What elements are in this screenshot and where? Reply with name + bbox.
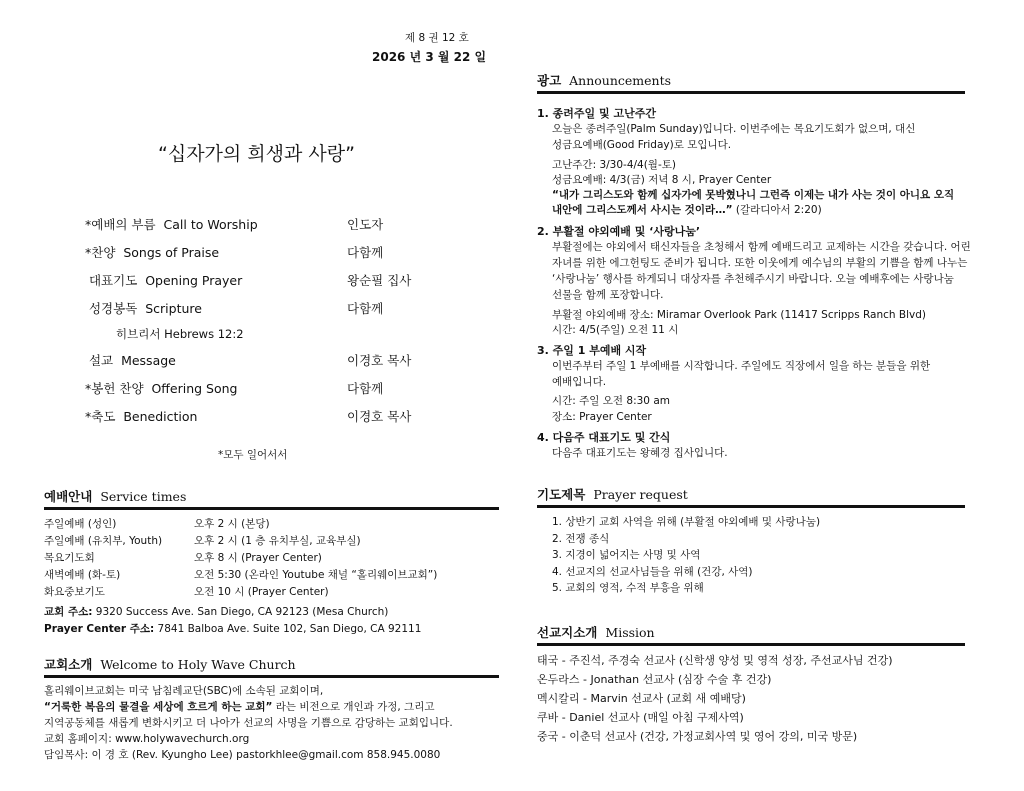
order-item-leader: 이경호 목사 [347, 353, 412, 368]
announcement-2-line-2: 자녀를 위한 에그헌팅도 준비가 됩니다. 또한 이웃에게 예수님의 부활의 기쁨을 함께 나누는 [552, 257, 968, 269]
welcome-line-2 [44, 699, 434, 715]
mission-item: 태국 - 주진석, 주경숙 선교사 (신학생 양성 및 영적 성장, 주선교사님 건강) [537, 654, 893, 667]
service-times-heading [44, 487, 186, 505]
prayer-item: 3. 지경이 넓어지는 사명 및 사역 [552, 549, 701, 561]
order-item-name: 설교 Message [85, 353, 176, 368]
welcome-line-3: 지역공동체를 새롭게 변화시키고 더 나아가 선교의 사명을 기쁨으로 감당하는 교회입니다. [44, 717, 453, 729]
service-time: 오후 2 시 (1 층 유치부실, 교육부실) [194, 535, 361, 547]
mission-heading-en: Mission [605, 625, 655, 640]
prayer-divider [537, 505, 965, 508]
announcement-2-line-3: ‘사랑나눔’ 행사를 하게되니 대상자를 추천해주시기 바랍니다. 오늘 예배후에는 사랑나눔 [552, 273, 954, 285]
church-homepage: 교회 홈페이지: www.holywavechurch.org [44, 733, 250, 745]
announcement-1-line-1: 오늘은 종려주일(Palm Sunday)입니다. 이번주에는 목요기도회가 없으며, 대신 [552, 123, 916, 135]
order-item-leader: 다함께 [347, 301, 384, 316]
announcement-1-verse-2-bold: 내안에 그리스도께서 사시는 것이라…” [552, 204, 733, 216]
welcome-line-1: 홀리웨이브교회는 미국 남침례교단(SBC)에 소속된 교회이며, [44, 685, 324, 697]
volume-number: 제 8 권 12 호 [405, 32, 469, 44]
prayer-center-address [44, 621, 421, 637]
service-time: 오전 10 시 (Prayer Center) [194, 586, 329, 598]
order-item-leader: 다함께 [347, 381, 384, 396]
prayer-center-address-label: Prayer Center 주소: [44, 623, 155, 635]
mission-item: 온두라스 - Jonathan 선교사 (심장 수술 후 건강) [537, 673, 772, 686]
announcement-4-title: 4. 다음주 대표기도 및 간식 [537, 431, 671, 444]
prayer-item: 2. 전쟁 종식 [552, 532, 610, 545]
service-name: 주일예배 (유치부, Youth) [44, 535, 163, 547]
announcement-3-line-2: 예배입니다. [552, 376, 607, 388]
order-item-name: 히브리서 Hebrews 12:2 [116, 327, 244, 341]
mission-heading-ko: 선교지소개 [537, 625, 598, 640]
announcement-3-title: 3. 주일 1 부예배 시작 [537, 344, 647, 357]
order-item-name: *찬양 Songs of Praise [85, 245, 220, 260]
service-time: 오후 2 시 (본당) [194, 518, 270, 530]
announcements-heading-ko: 광고 [537, 73, 562, 88]
order-item-name: 대표기도 Opening Prayer [85, 273, 243, 288]
pastor-contact: 담임목사: 이 경 호 (Rev. Kyungho Lee) pastorkhlee@gmail.com 858.945.0080 [44, 749, 441, 761]
announcement-1-verse-2 [552, 202, 822, 219]
church-address-label: 교회 주소: [44, 606, 93, 618]
service-times-heading-en: Service times [100, 489, 187, 504]
stand-note: *모두 일어서서 [218, 449, 288, 461]
church-vision: “거룩한 복음의 물결을 세상에 흐르게 하는 교회” [44, 701, 273, 713]
welcome-line-2-rest: 라는 비전으로 개인과 가정, 그리고 [272, 701, 435, 713]
mission-item: 쿠바 - Daniel 선교사 (매일 아침 구제사역) [537, 711, 744, 724]
announcements-heading-en: Announcements [569, 73, 672, 88]
mission-divider [537, 643, 965, 646]
mission-heading [537, 623, 655, 641]
announcement-2-title: 2. 부활절 야외예배 및 ‘사랑나눔’ [537, 225, 701, 238]
service-times-divider [44, 507, 499, 510]
prayer-item: 5. 교회의 영적, 수적 부흥을 위해 [552, 582, 704, 594]
welcome-heading-en: Welcome to Holy Wave Church [100, 657, 296, 672]
announcement-2-line-1: 부활절에는 야외에서 태신자들을 초청해서 함께 예배드리고 교제하는 시간을 갖습니다. 어린 [552, 241, 971, 253]
welcome-divider [44, 675, 499, 678]
service-time: 오후 8 시 (Prayer Center) [194, 552, 322, 564]
announcement-1-line-2: 성금요예배(Good Friday)로 모입니다. [552, 139, 732, 151]
service-name: 화요중보기도 [44, 586, 105, 598]
announcement-3-line-1: 이번주부터 주일 1 부예배를 시작합니다. 주일에도 직장에서 일을 하는 분들을 위한 [552, 360, 931, 372]
announcement-1-extra-1: 고난주간: 3/30-4/4(월-토) [552, 159, 676, 171]
announcement-1-extra-2: 성금요예배: 4/3(금) 저녁 8 시, Prayer Center [552, 174, 772, 186]
announcement-2-extra-2: 시간: 4/5(주일) 오전 11 시 [552, 324, 679, 336]
prayer-heading-ko: 기도제목 [537, 487, 586, 502]
mission-item: 멕시칼리 - Marvin 선교사 (교회 새 예배당) [537, 692, 746, 705]
mission-item: 중국 - 이춘덕 선교사 (건강, 가정교회사역 및 영어 강의, 미국 방문) [537, 730, 858, 743]
order-item-leader: 이경호 목사 [347, 409, 412, 424]
service-name: 주일예배 (성인) [44, 518, 117, 530]
order-item-name: *예배의 부름 Call to Worship [85, 217, 258, 232]
prayer-center-address-value: 7841 Balboa Ave. Suite 102, San Diego, CA 92111 [154, 623, 422, 635]
announcement-1-title: 1. 종려주일 및 고난주간 [537, 107, 656, 120]
announcement-2-line-4: 선물을 함께 포장합니다. [552, 289, 664, 301]
announcements-heading [537, 71, 671, 89]
prayer-item: 4. 선교지의 선교사님들을 위해 (건강, 사역) [552, 565, 753, 578]
order-item-leader: 다함께 [347, 245, 384, 260]
announcement-1-verse-ref: (갈라디아서 2:20) [732, 204, 822, 216]
church-address-value: 9320 Success Ave. San Diego, CA 92123 (Mesa Church) [92, 606, 389, 618]
service-name: 목요기도회 [44, 552, 95, 564]
welcome-heading [44, 655, 296, 673]
welcome-heading-ko: 교회소개 [44, 657, 93, 672]
announcement-3-extra-2: 장소: Prayer Center [552, 411, 652, 423]
announcement-2-extra-1: 부활절 야외예배 장소: Miramar Overlook Park (11417 Scripps Ranch Blvd) [552, 309, 927, 321]
order-item-name: 성경봉독 Scripture [85, 301, 202, 316]
service-time: 오전 5:30 (온라인 Youtube 채널 “홀리웨이브교회”) [194, 569, 438, 581]
announcement-1-verse-1: “내가 그리스도와 함께 십자가에 못박혔나니 그런즉 이제는 내가 사는 것이 아니요 오직 [552, 189, 955, 201]
prayer-item: 1. 상반기 교회 사역을 위해 (부활절 야외예배 및 사랑나눔) [552, 516, 821, 528]
announcement-4-line-1: 다음주 대표기도는 왕혜경 집사입니다. [552, 447, 728, 459]
service-times-heading-ko: 예배안내 [44, 489, 93, 504]
prayer-heading [537, 485, 688, 503]
order-item-name: *봉헌 찬양 Offering Song [85, 381, 238, 396]
announcements-divider [537, 91, 965, 94]
order-item-leader: 왕순필 집사 [347, 273, 412, 288]
order-item-name: *축도 Benediction [85, 409, 198, 424]
sermon-title: “십자가의 희생과 사랑” [158, 143, 355, 165]
church-address [44, 604, 388, 620]
bulletin-date: 2026 년 3 월 22 일 [372, 50, 487, 64]
announcement-3-extra-1: 시간: 주일 오전 8:30 am [552, 395, 670, 407]
order-item-leader: 인도자 [347, 217, 384, 232]
service-name: 새벽예배 (화-토) [44, 569, 121, 581]
prayer-heading-en: Prayer request [593, 487, 688, 502]
